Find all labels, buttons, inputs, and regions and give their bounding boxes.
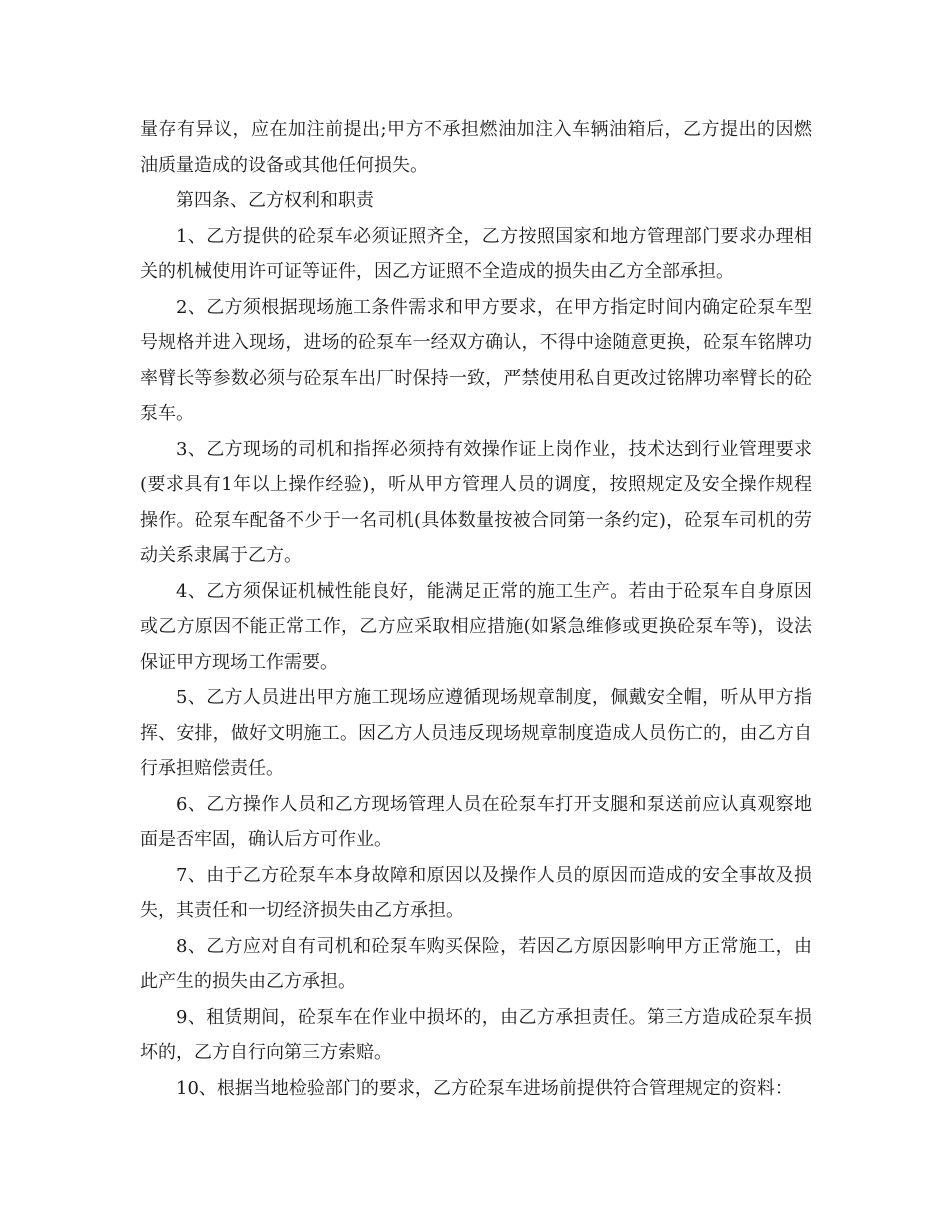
paragraph-item-10: 10、根据当地检验部门的要求，乙方砼泵车进场前提供符合管理规定的资料： [176,1077,793,1099]
paragraph-item-5: 5、乙方人员进出甲方施工现场应遵循现场规章制度，佩戴安全帽，听从甲方指挥、安排，做好文明施工。因乙方人员违反现场规章制度造成人员伤亡的，由乙方自行承担赔偿责任。 [140,687,812,779]
paragraph-continuation: 量存有异议，应在加注前提出;甲方不承担燃油加注入车辆油箱后，乙方提出的因燃油质量造成的设备或其他任何损失。 [140,119,812,176]
paragraph-item-3: 3、乙方现场的司机和指挥必须持有效操作证上岗作业，技术达到行业管理要求(要求具有1年以上操作经验)，听从甲方管理人员的调度，按照规定及安全操作规程操作。砼泵车配备不少于一名司机(具体数量按被合同第一条约定)，砼泵车司机的劳动关系隶属于乙方。 [140,438,812,566]
paragraph-item-4: 4、乙方须保证机械性能良好，能满足正常的施工生产。若由于砼泵车自身原因或乙方原因不能正常工作，乙方应采取相应措施(如紧急维修或更换砼泵车等)，设法保证甲方现场工作需要。 [140,580,812,673]
paragraph-item-8: 8、乙方应对自有司机和砼泵车购买保险，若因乙方原因影响甲方正常施工，由此产生的损失由乙方承担。 [140,935,812,992]
document-body [140,112,812,1106]
section-heading-article-4: 第四条、乙方权利和职责 [176,190,374,211]
paragraph-item-6: 6、乙方操作人员和乙方现场管理人员在砼泵车打开支腿和泵送前应认真观察地面是否牢固，确认后方可作业。 [140,793,812,850]
paragraph-item-2: 2、乙方须根据现场施工条件需求和甲方要求，在甲方指定时间内确定砼泵车型号规格并进入现场，进场的砼泵车一经双方确认，不得中途随意更换，砼泵车铭牌功率臂长等参数必须与砼泵车出厂时保持一致，严禁使用私自更改过铭牌功率臂长的砼泵车。 [140,296,812,424]
paragraph-item-7: 7、由于乙方砼泵车本身故障和原因以及操作人员的原因而造成的安全事故及损失，其责任和一切经济损失由乙方承担。 [140,864,812,921]
paragraph-item-9: 9、租赁期间，砼泵车在作业中损坏的，由乙方承担责任。第三方造成砼泵车损坏的，乙方自行向第三方索赔。 [140,1006,812,1063]
paragraph-item-1: 1、乙方提供的砼泵车必须证照齐全，乙方按照国家和地方管理部门要求办理相关的机械使用许可证等证件，因乙方证照不全造成的损失由乙方全部承担。 [140,225,812,282]
